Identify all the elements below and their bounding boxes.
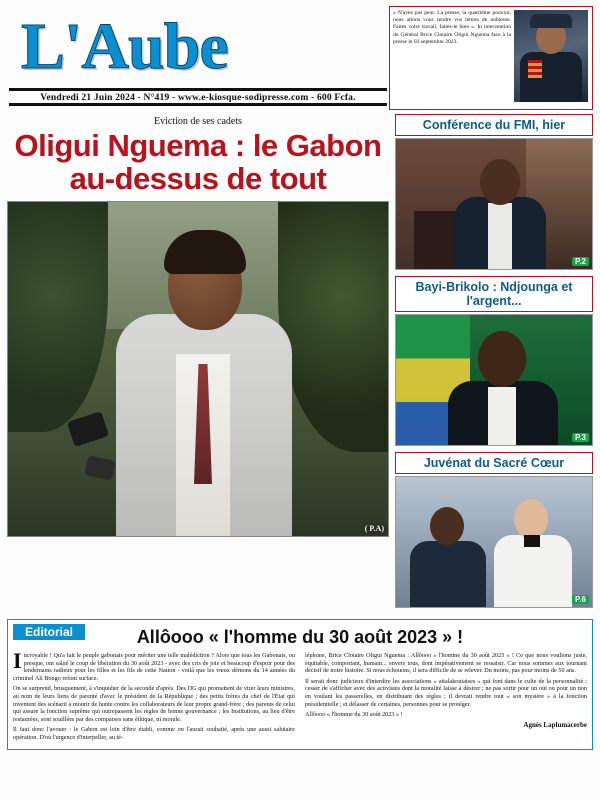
side-story-juvenat-title: Juvénat du Sacré Cœur (395, 452, 593, 474)
side-stories-column (395, 114, 593, 614)
juvenat-photo (395, 476, 593, 608)
bayi-brikolo-photo (395, 314, 593, 446)
editorial-column-2 (305, 652, 587, 745)
editorial-paragraph: Il faut donc l'avouer : le Gabon est loin d'être établi, comme on l'aurait souhaité, après une aussi salutaire opération. D'où l'urgence d'interpeller, au té- (13, 726, 295, 741)
editorial-paragraph: léphone, Brice Clotaire Oligui Nguema : Allôooo « l'homme du 30 août 2023 » ! Ce que nous voulions juste, équitable, comportant, humain... envers tous, dont impérativement se ressaisir. Car nous sommes aux tournant décisif de notre histoire. Si nous échouons, il sera difficile de se relever. Du moins, pas pour moins de 50 ans. (305, 652, 587, 675)
president-quote-box (389, 6, 593, 110)
side-story-fmi-title: Conférence du FMI, hier (395, 114, 593, 136)
side-story-bayi-brikolo[interactable] (395, 276, 593, 446)
side-story-fmi[interactable] (395, 114, 593, 270)
page-tag: P.6 (572, 595, 589, 604)
page-tag: P.2 (572, 257, 589, 266)
content-area (7, 114, 593, 614)
general-portrait-photo (514, 10, 588, 102)
fmi-conference-photo (395, 138, 593, 270)
editorial-paragraph: Incroyable ! Qu'a fait le peuple gabonais pour mériter une telle malédiction ? Alors que tous les Gabonais, ou presque, ont salué le coup de libération du 30 août 2023 - avec des cris de joie et beaucoup d'espoir pour des lendemains radieux pour les filles et les fils de cette Nation - voilà que les vœux démons du 14 années du criminel Ali Bongo refont surface. (13, 648, 295, 682)
lead-headline: Oligui Nguema : le Gabon au-dessus de tout (14, 128, 382, 196)
editorial-headline: Allôooo « l'homme du 30 août 2023 » ! (136, 627, 464, 647)
editorial-columns (13, 648, 587, 745)
logo-block (7, 6, 389, 110)
newspaper-title: L'Aube (21, 10, 228, 83)
masthead-rule-bottom (9, 103, 387, 106)
editorial-label: Editorial (13, 624, 85, 640)
editorial-section (7, 619, 593, 750)
editorial-signature: Agnès Laplumacerbe (523, 720, 587, 729)
quote-text: « N'ayez pas peur. La presse, la quatrième pouvoir, nous allons vous rendre vos lettres de noblesse. Faites votre travail, faites-le bien ». In intervention du Général Brice Clotaire Oligui Nguema face à la presse le 03 septembre 2023. (393, 10, 511, 45)
lead-photo-credit: ( P.A) (364, 524, 384, 533)
editorial-paragraph: On se surprend, brusquement, à s'inquiéter de la seconde d'après. Des DG qui promettent de virer leurs ministres, au nom de leurs liens de parenté d'avec le président de la République ; des petits frères du chef de l'État qui inventent des scénarii à mourir de honte contre les collaborateurs de leur propre grand-frère ; des parents de celui qui assure la fonction suprême qui outrepassent les règles de bonne gouvernance ; les Institutions, au lieu d'être restaurées, sont souillées par des comparses sans éthique, ni morale. (13, 685, 295, 723)
side-story-juvenat[interactable] (395, 452, 593, 608)
masthead (7, 6, 593, 110)
side-story-bayi-title: Bayi-Brikolo : Ndjounga et l'argent... (395, 276, 593, 312)
lead-kicker: Eviction de ses cadets (153, 116, 243, 127)
editorial-paragraph: Allôooo « l'homme du 30 août 2023 » ! (305, 711, 403, 719)
lead-photo (7, 201, 389, 537)
page-tag: P.3 (572, 433, 589, 442)
lead-story-column (7, 114, 389, 614)
editorial-paragraph: Il serait donc judicieux d'interdire les associations « attalakoutatses » qui font dans le culte de la personnalité ; cesser de s'afficher avec des activistes dont la moralité laisse à désirer ; ne pas sortir pour un oui ou pour un non en voulant les passerelles, en distribuant des règles ; il devrait rendre tout « son mystère » à la fonction présidentielle ; et délasser de certaines, personnes pour se protéger. (305, 677, 587, 708)
editorial-column-1 (13, 648, 295, 745)
masthead-subline: Vendredi 21 Juin 2024 - N°419 - www.e-kiosque-sodipresse.com - 600 Fcfa. (40, 93, 356, 103)
